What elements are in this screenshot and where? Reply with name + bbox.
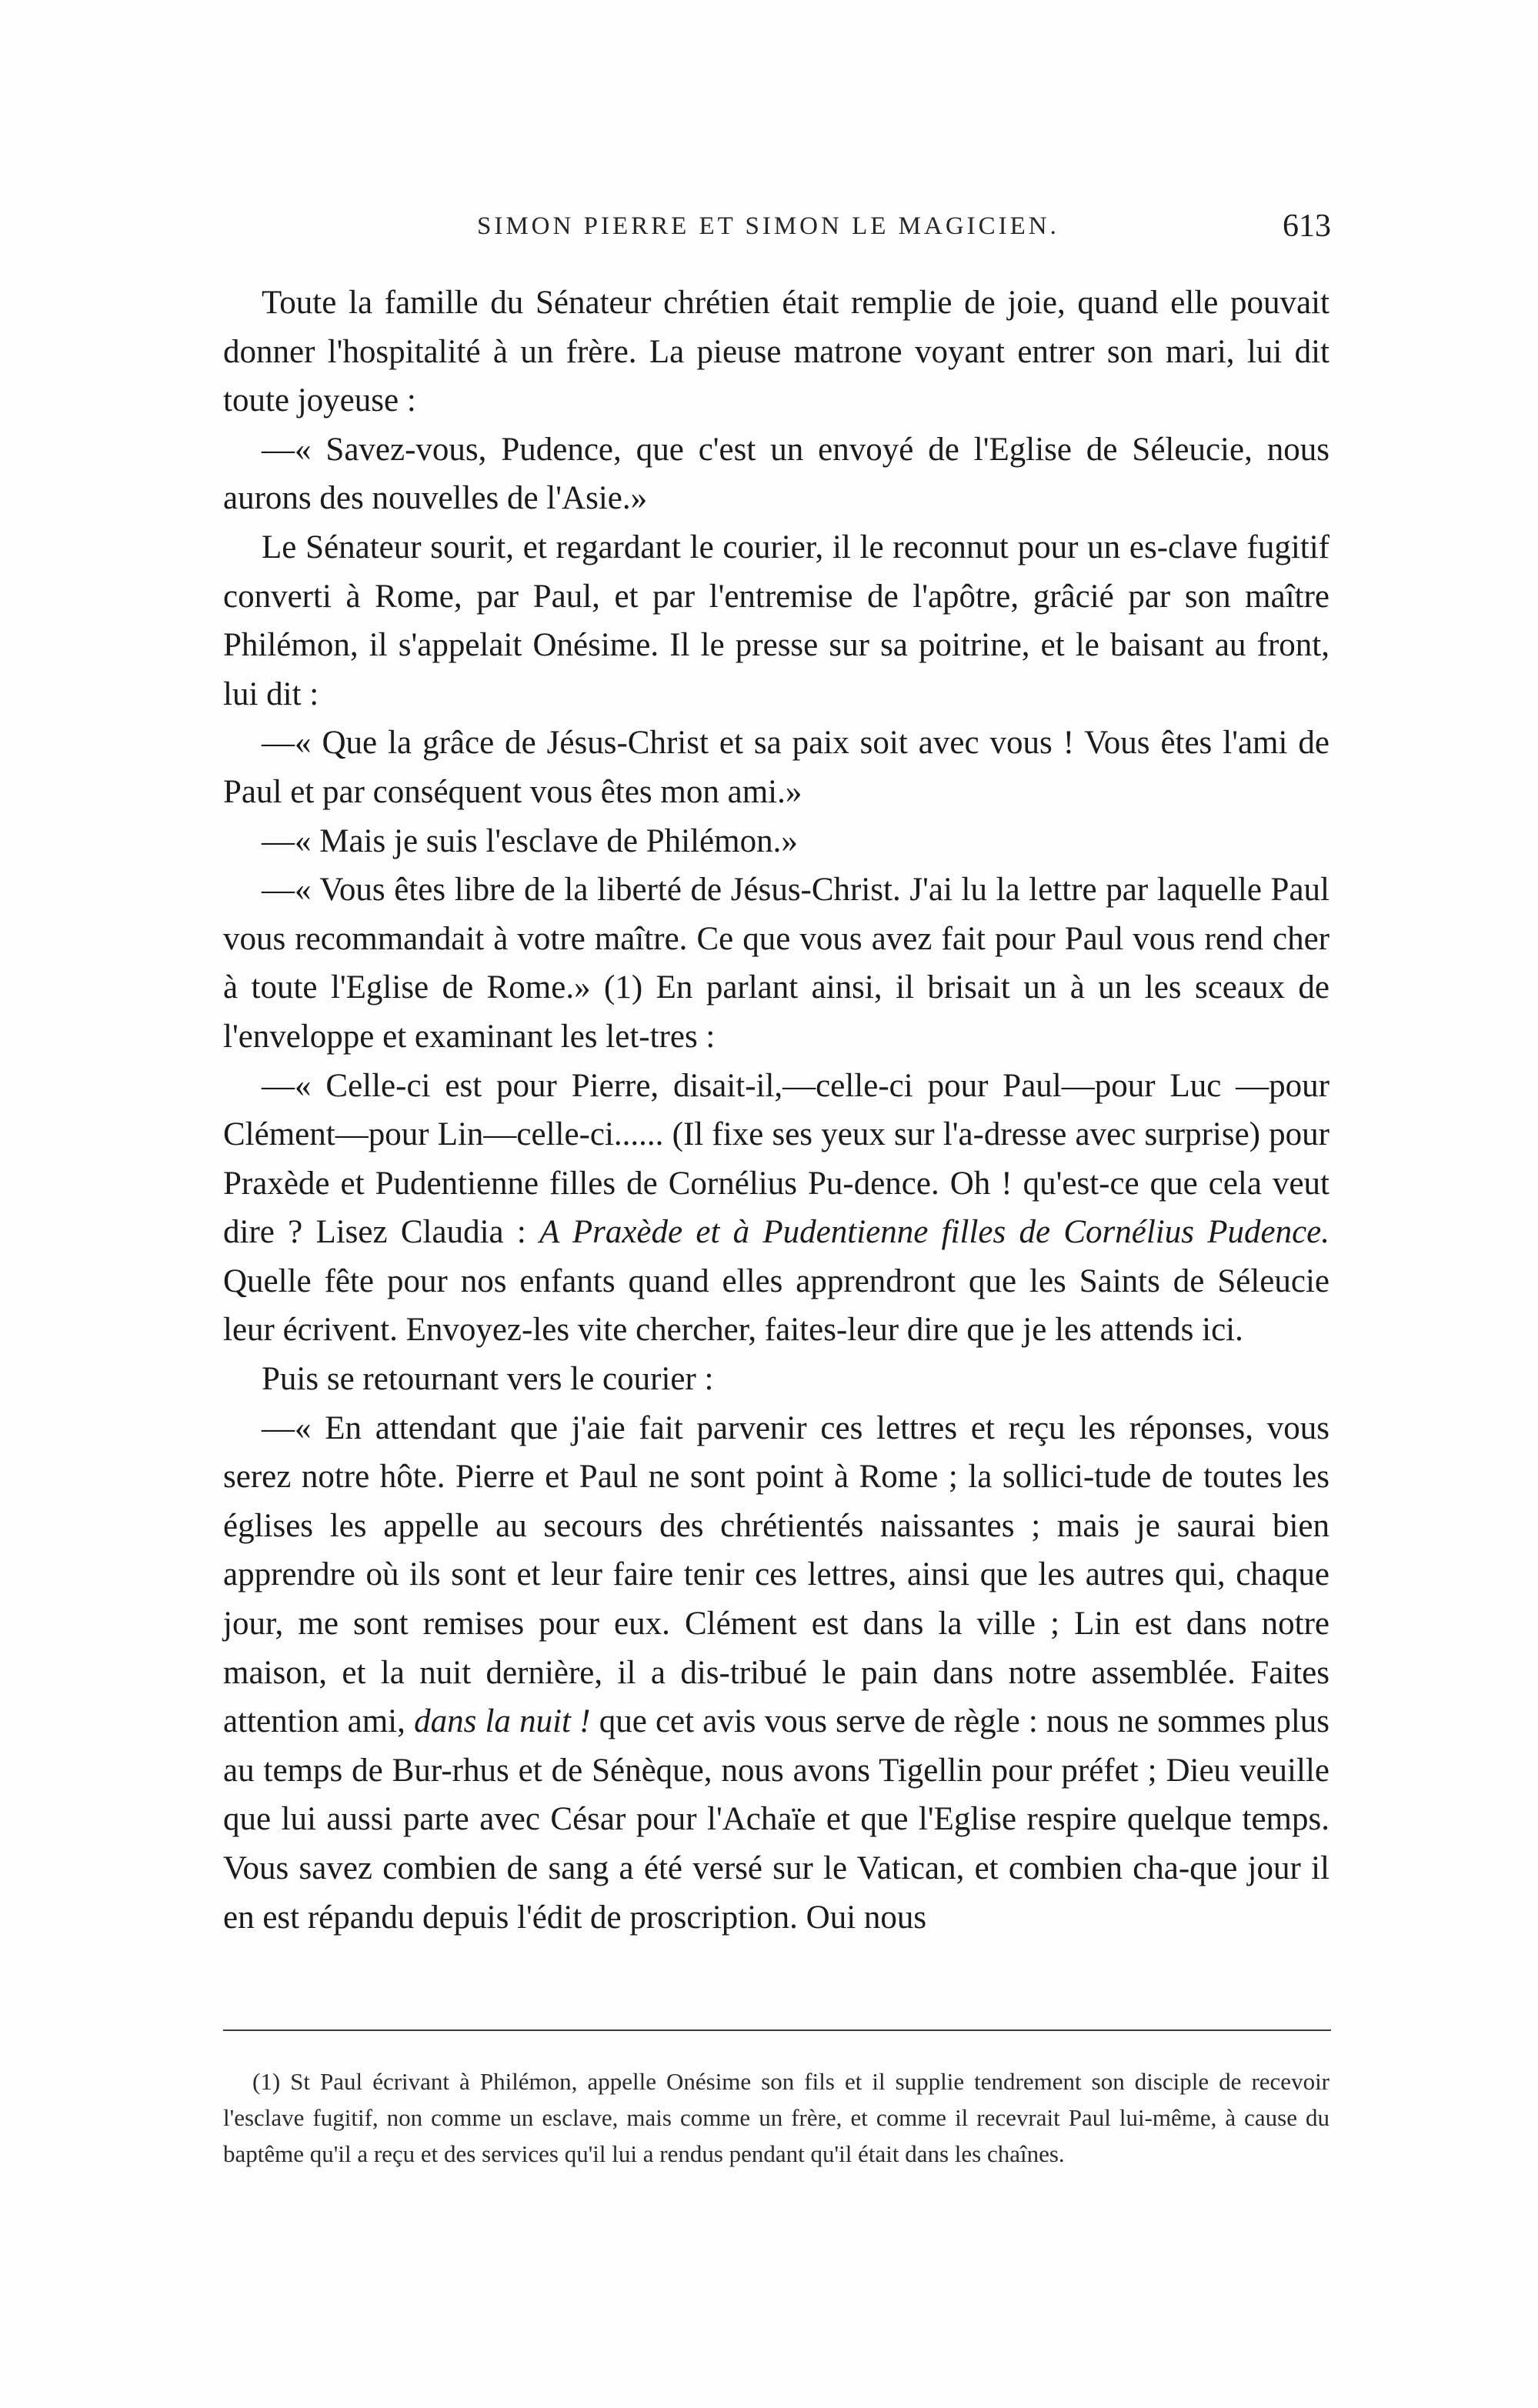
footnote-text: (1) St Paul écrivant à Philémon, appelle Onésime son fils et il supplie tendrement son disciple de recevoir l'esclave fugitif, non comme un esclave, mais comme un frère, et comme il recevrait Paul lui-même, à cause du baptême qu'il a reçu et des services qu'il lui a rendus pendant qu'il était dans les chaînes. [223,2068,1329,2167]
paragraph-text: que cet avis vous serve de règle : nous ne sommes plus au temps de Bur-rhus et de Sénèque, nous avons Tigellin pour préfet ; Dieu veuille que lui aussi parte avec César pour l'Achaïe et que l'Eglise respire quelque temps. Vous savez combien de sang a été versé sur le Vatican, et combien cha-que jour il en est répandu depuis l'édit de proscription. Oui nous [223,1703,1330,1936]
running-title: SIMON PIERRE ET SIMON LE MAGICIEN. [477,212,1059,240]
paragraph: —« Savez-vous, Pudence, que c'est un envoyé de l'Eglise de Séleucie, nous aurons des nouvelles de l'Asie.» [223,431,1329,517]
paragraph: —« Que la grâce de Jésus-Christ et sa paix soit avec vous ! Vous êtes l'ami de Paul et par conséquent vous êtes mon ami.» [223,725,1329,810]
page-header [223,208,1331,254]
paragraph [223,1404,1329,1943]
paragraph: Toute la famille du Sénateur chrétien était remplie de joie, quand elle pouvait donner l'hospitalité à un frère. La pieuse matrone voyant entrer son mari, lui dit toute joyeuse : [223,285,1329,419]
main-text [223,278,1329,1942]
footnote [223,2063,1329,2172]
paragraph-text: —« En attendant que j'aie fait parvenir ces lettres et reçu les réponses, vous serez notre hôte. Pierre et Paul ne sont point à Rome ; la sollici-tude de toutes les églises les appelle au secours des chrétientés naissantes ; mais je saurai bien apprendre où ils sont et leur faire tenir ces lettres, ainsi que les autres qui, chaque jour, me sont remises pour eux. Clément est dans la ville ; Lin est dans notre maison, et la nuit dernière, il a dis-tribué le pain dans notre assemblée. Faites attention ami, [223,1409,1329,1740]
paragraph: —« Mais je suis l'esclave de Philémon.» [262,822,798,859]
paragraph-text: Quelle fête pour nos enfants quand elles apprendront que les Saints de Séleucie leur écrivent. Envoyez-les vite chercher, faites-leur dire que je les attends ici. [223,1262,1329,1349]
paragraph [223,1062,1329,1356]
italic-emphasis: dans la nuit ! [414,1703,591,1740]
paragraph-text: —« Celle-ci est pour Pierre, disait-il,—celle-ci pour Paul—pour Luc —pour Clément—pour Lin—celle-ci...... (Il fixe ses yeux sur l'a-dresse avec surprise) pour Praxède et Pudentienne filles de Cornélius Pu-dence. Oh ! qu'est-ce que cela veut dire ? Lisez Claudia : [223,1067,1329,1251]
footnote-divider [223,2029,1331,2031]
paragraph: —« Vous êtes libre de la liberté de Jésus-Christ. J'ai lu la lettre par laquelle Paul vous recommandait à votre maître. Ce que vous avez fait pour Paul vous rend cher à toute l'Eglise de Rome.» (1) En parlant ainsi, il brisait un à un les sceaux de l'enveloppe et examinant les let-tres : [223,872,1329,1055]
paragraph: Le Sénateur sourit, et regardant le courier, il le reconnut pour un es-clave fugitif converti à Rome, par Paul, et par l'entremise de l'apôtre, grâcié par son maître Philémon, il s'appelait Onésime. Il le presse sur sa poitrine, et le baisant au front, lui dit : [223,529,1329,712]
paragraph: Puis se retournant vers le courier : [262,1361,714,1398]
page-number: 613 [1283,208,1331,244]
italic-address: A Praxède et à Pudentienne filles de Cornélius Pudence. [539,1214,1329,1251]
